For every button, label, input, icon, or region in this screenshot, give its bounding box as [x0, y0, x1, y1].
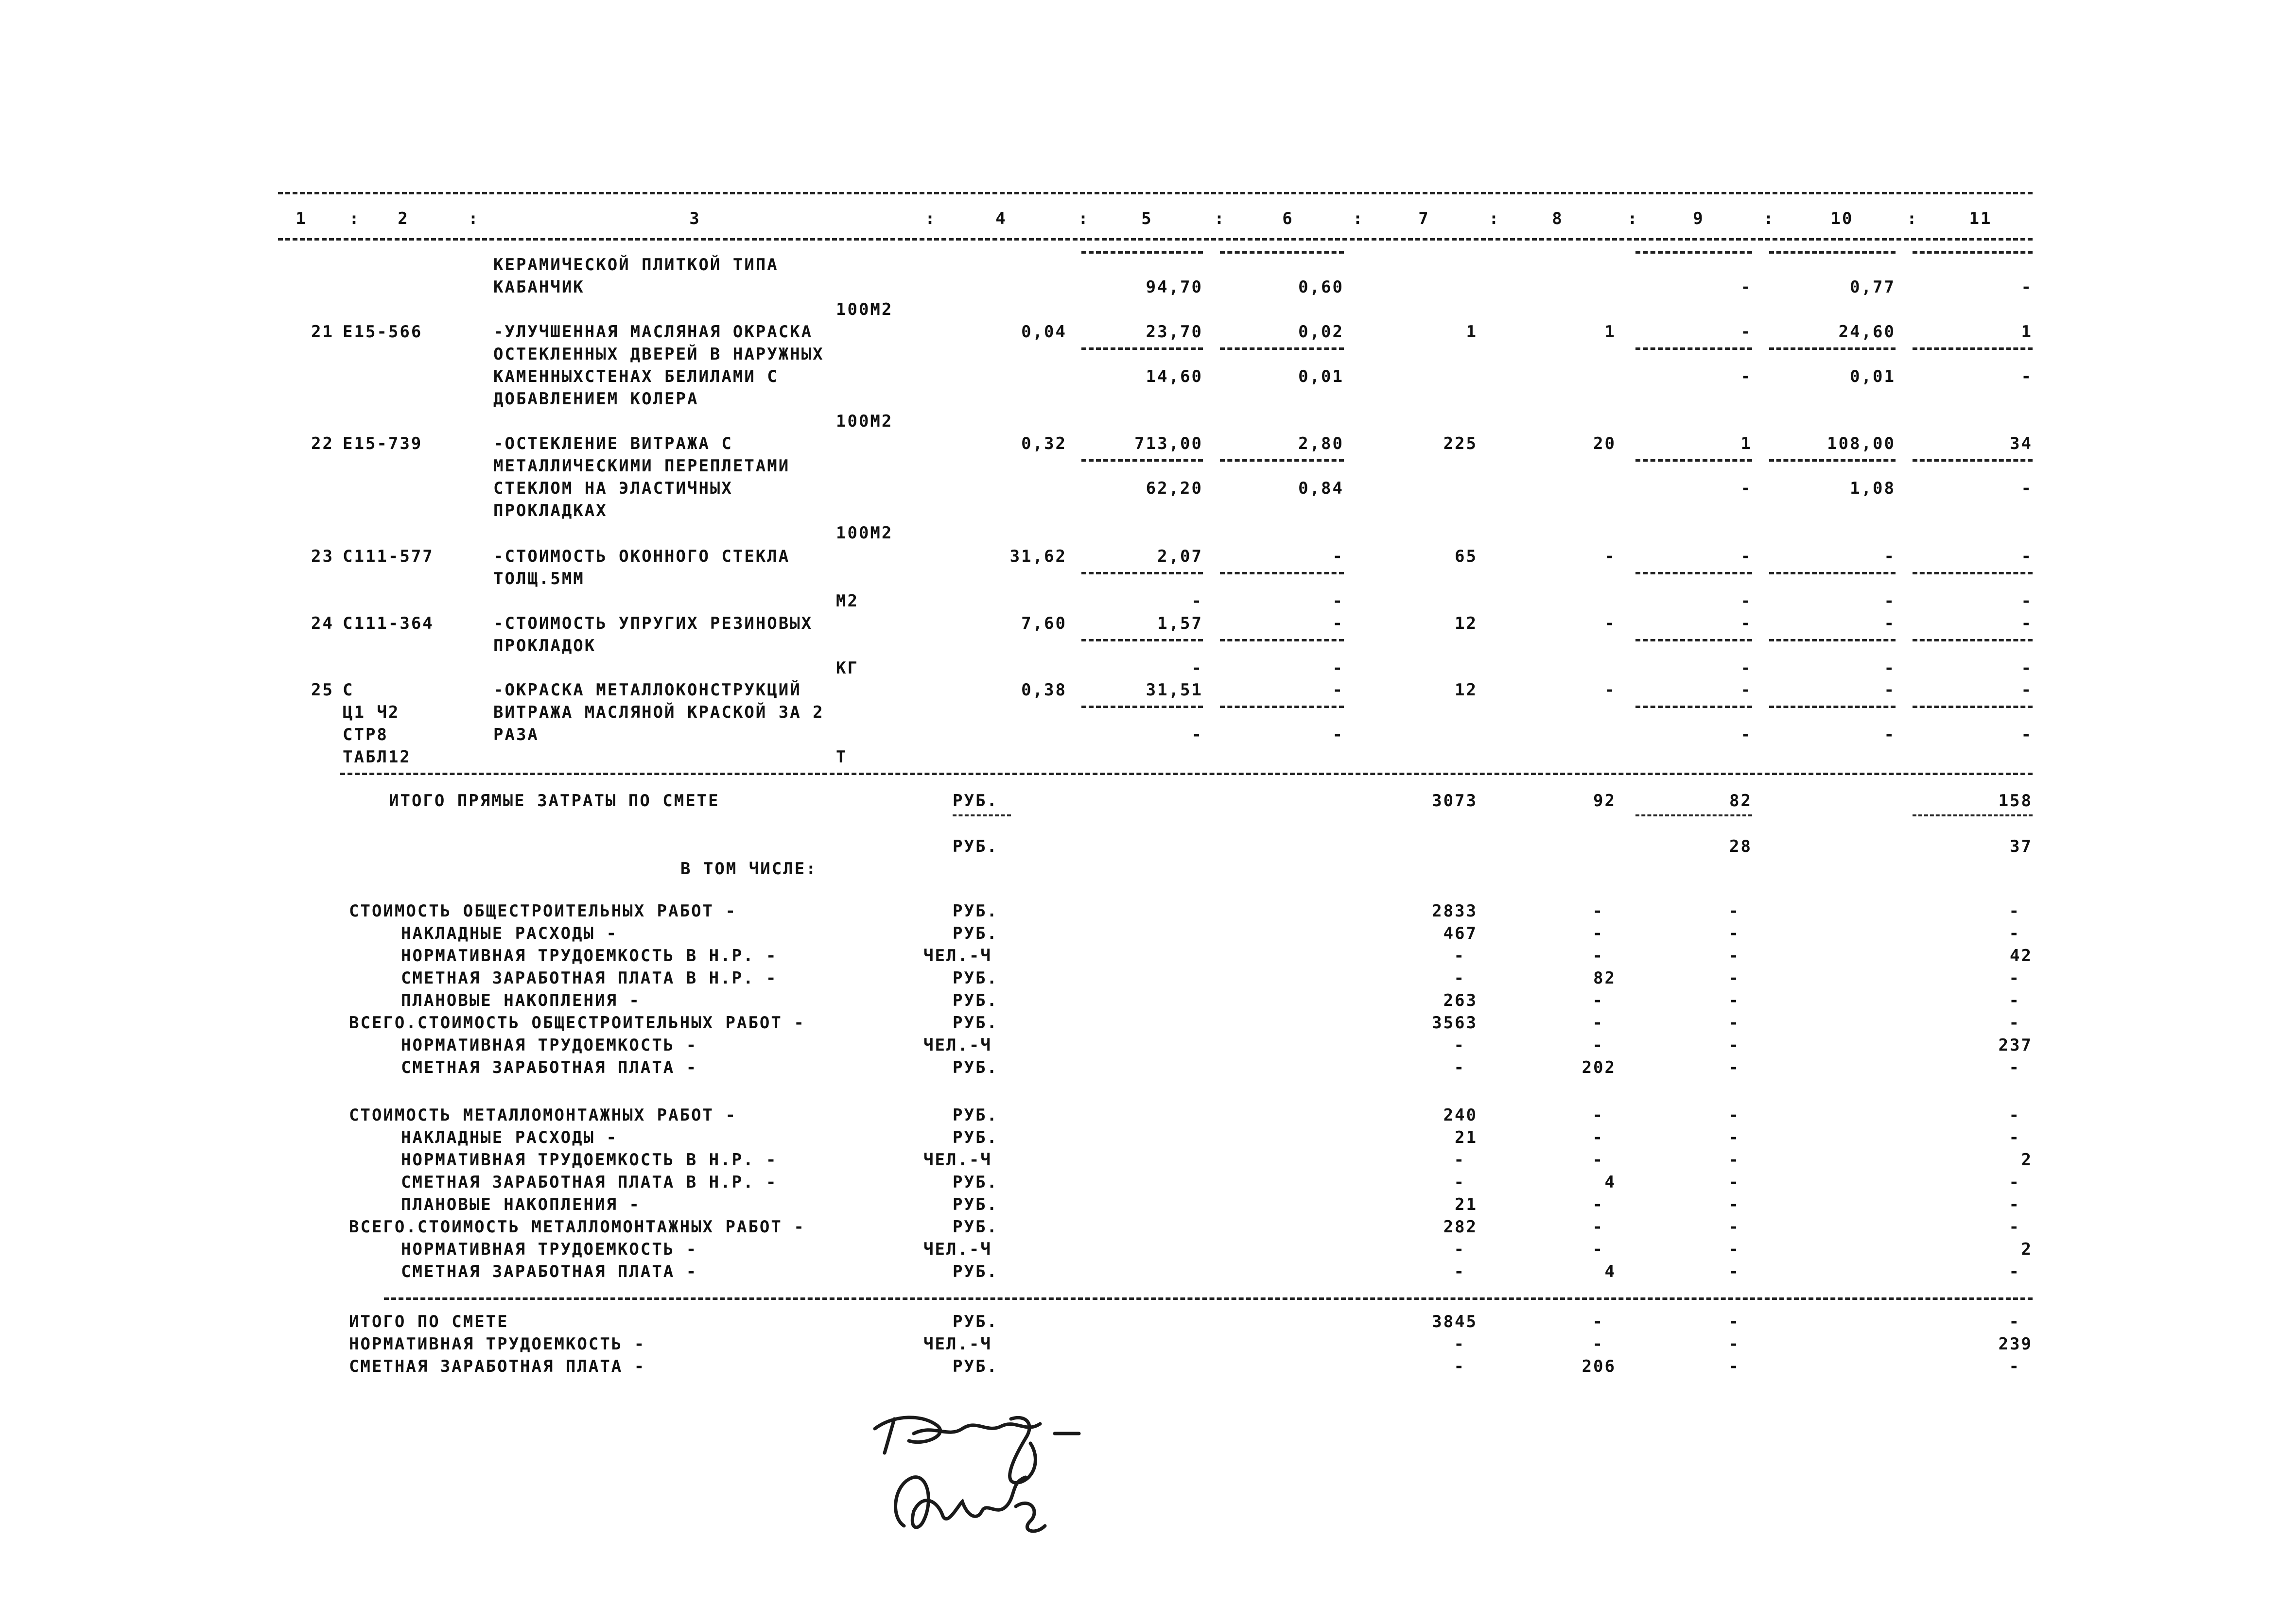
unit: РУБ. — [953, 1013, 998, 1033]
summary-value-c11: - — [2009, 991, 2020, 1010]
summary-value-c11: - — [2009, 1013, 2020, 1033]
value-c7: 225 — [1443, 434, 1478, 453]
value-c8: 20 — [1593, 434, 1616, 453]
column-divider: : — [1214, 209, 1226, 228]
summary-value-c7: - — [1454, 968, 1465, 988]
column-divider: : — [1353, 209, 1364, 228]
item-unit: 100М2 — [836, 412, 893, 431]
item-number: 23 — [311, 547, 334, 566]
summary-value-c8: - — [1592, 946, 1604, 966]
summary-value-c8: - — [1592, 1128, 1604, 1147]
value-c10-secondary: 0,77 — [1850, 277, 1896, 297]
value-c7: 65 — [1455, 547, 1478, 566]
value-c5-secondary: 14,60 — [1146, 367, 1203, 386]
summary-value-c7: - — [1454, 946, 1465, 966]
summary-label: НОРМАТИВНАЯ ТРУДОЕМКОСТЬ - — [401, 1240, 698, 1259]
cell-separator — [1635, 706, 1752, 708]
value-c11: 34 — [2010, 434, 2033, 453]
value-c6: - — [1332, 680, 1344, 700]
item-unit: М2 — [836, 591, 859, 611]
summary-value-c11: - — [2009, 968, 2020, 988]
unit: РУБ. — [953, 901, 998, 921]
value-c5-secondary: - — [1191, 591, 1203, 611]
value-c11-secondary: - — [2021, 725, 2033, 744]
value-c5: 713,00 — [1134, 434, 1203, 453]
value-c5-secondary: - — [1191, 658, 1203, 678]
cell-separator — [1220, 639, 1344, 641]
value-c10: - — [1884, 614, 1896, 633]
value-c5-secondary: 94,70 — [1146, 277, 1203, 297]
cell-separator — [1635, 572, 1752, 574]
summary-label: ВСЕГО.СТОИМОСТЬ МЕТАЛЛОМОНТАЖНЫХ РАБОТ - — [349, 1217, 805, 1237]
summary-value-c11: - — [2009, 924, 2020, 943]
summary-value-c7: - — [1454, 1262, 1465, 1281]
summary-value-c8: - — [1592, 901, 1604, 921]
item-number: 21 — [311, 322, 334, 342]
summary-value-c7: - — [1454, 1357, 1465, 1376]
summary-value-c8: - — [1592, 1334, 1604, 1354]
value-c4: 7,60 — [1021, 614, 1067, 633]
summary-value-c7: - — [1454, 1058, 1465, 1077]
unit: РУБ. — [953, 991, 998, 1010]
summary-value-c11: 239 — [1998, 1334, 2033, 1354]
item-description: ПРОКЛАДКАХ — [493, 501, 608, 520]
summary-value-c9: - — [1728, 1240, 1740, 1259]
summary-value-c9: - — [1728, 1013, 1740, 1033]
summary-value-c9: - — [1728, 1217, 1740, 1237]
unit: РУБ. — [953, 1173, 998, 1192]
summary-value-c7: 467 — [1443, 924, 1478, 943]
header-rule-bottom — [278, 238, 2033, 241]
value-c8: - — [1604, 547, 1616, 566]
cell-separator — [1769, 251, 1896, 254]
unit: РУБ. — [953, 1128, 998, 1147]
summary-value-c11: 2 — [2021, 1150, 2033, 1170]
summary-label: НОРМАТИВНАЯ ТРУДОЕМКОСТЬ - — [349, 1334, 646, 1354]
summary-value-c8: - — [1592, 991, 1604, 1010]
summary-value-c8: - — [1592, 1195, 1604, 1214]
value-c8: - — [1604, 680, 1616, 700]
summary-label: НОРМАТИВНАЯ ТРУДОЕМКОСТЬ - — [401, 1036, 698, 1055]
summary-value-c8: 4 — [1604, 1173, 1616, 1192]
summary-label: СМЕТНАЯ ЗАРАБОТНАЯ ПЛАТА В Н.Р. - — [401, 968, 778, 988]
value-c10: 24,60 — [1838, 322, 1896, 342]
summary-value-c11: - — [2009, 1128, 2020, 1147]
summary-value-c7: 2833 — [1432, 901, 1478, 921]
summary-value-c11: 237 — [1998, 1036, 2033, 1055]
final-rule — [384, 1297, 2033, 1300]
value-c7: 12 — [1455, 614, 1478, 633]
value-c9-secondary: - — [1740, 725, 1752, 744]
value-c9: - — [1740, 547, 1752, 566]
summary-value-c9: - — [1728, 1262, 1740, 1281]
column-divider: : — [1763, 209, 1775, 228]
summary-value-c8: - — [1592, 1217, 1604, 1237]
summary-value-c11: - — [2009, 1058, 2020, 1077]
item-description: ДОБАВЛЕНИЕМ КОЛЕРА — [493, 389, 699, 409]
summary-value-c11: - — [2009, 1262, 2020, 1281]
summary-value-c9: - — [1728, 1357, 1740, 1376]
unit: РУБ. — [953, 1357, 998, 1376]
value-c11: 1 — [2021, 322, 2033, 342]
unit: ЧЕЛ.-Ч — [923, 1334, 992, 1354]
item-description: ОСТЕКЛЕННЫХ ДВЕРЕЙ В НАРУЖНЫХ — [493, 345, 824, 364]
item-description: ВИТРАЖА МАСЛЯНОЙ КРАСКОЙ ЗА 2 — [493, 703, 824, 722]
summary-value-c7: - — [1454, 1240, 1465, 1259]
cell-separator — [1081, 251, 1203, 254]
value-c5: 2,07 — [1157, 547, 1203, 566]
summary-label: ПЛАНОВЫЕ НАКОПЛЕНИЯ - — [401, 1195, 641, 1214]
totals-rule — [340, 773, 2033, 775]
item-description: РАЗА — [493, 725, 539, 744]
summary-label: НАКЛАДНЫЕ РАСХОДЫ - — [401, 924, 618, 943]
summary-value-c7: 240 — [1443, 1106, 1478, 1125]
summary-value-c9: - — [1728, 1173, 1740, 1192]
cell-separator — [1635, 347, 1752, 350]
direct-value-c7: 3073 — [1432, 791, 1478, 811]
summary-label: ВСЕГО.СТОИМОСТЬ ОБЩЕСТРОИТЕЛЬНЫХ РАБОТ - — [349, 1013, 805, 1033]
header-rule-top — [278, 192, 2033, 194]
cell-separator — [953, 814, 1011, 816]
summary-value-c7: 21 — [1455, 1195, 1478, 1214]
value-c5: 31,51 — [1146, 680, 1203, 700]
cell-separator — [1769, 459, 1896, 462]
summary-label: НОРМАТИВНАЯ ТРУДОЕМКОСТЬ В Н.Р. - — [401, 946, 778, 966]
value-c10: - — [1884, 547, 1896, 566]
column-divider: : — [1078, 209, 1090, 228]
summary-value-c7: - — [1454, 1036, 1465, 1055]
value-c4: 0,38 — [1021, 680, 1067, 700]
cell-separator — [1220, 572, 1344, 574]
value-c9: - — [1740, 322, 1752, 342]
direct-value-c8: 92 — [1593, 791, 1616, 811]
cell-separator — [1081, 639, 1203, 641]
summary-label: НОРМАТИВНАЯ ТРУДОЕМКОСТЬ В Н.Р. - — [401, 1150, 778, 1170]
summary-value-c9: - — [1728, 924, 1740, 943]
summary-value-c8: - — [1592, 1036, 1604, 1055]
value-c7: 12 — [1455, 680, 1478, 700]
value-c9: 1 — [1740, 434, 1752, 453]
item-description: -СТОИМОСТЬ ОКОННОГО СТЕКЛА — [493, 547, 790, 566]
summary-value-c9: - — [1728, 991, 1740, 1010]
column-divider: : — [468, 209, 480, 228]
item-number: 25 — [311, 680, 334, 700]
summary-value-c8: - — [1592, 924, 1604, 943]
value-c6: - — [1332, 614, 1344, 633]
summary-label: СМЕТНАЯ ЗАРАБОТНАЯ ПЛАТА - — [349, 1357, 646, 1376]
value-c6-secondary: 0,60 — [1298, 277, 1344, 297]
item-description: -УЛУЧШЕННАЯ МАСЛЯНАЯ ОКРАСКА — [493, 322, 813, 342]
item-description: -СТОИМОСТЬ УПРУГИХ РЕЗИНОВЫХ — [493, 614, 813, 633]
summary-value-c9: - — [1728, 968, 1740, 988]
cell-separator — [1913, 706, 2033, 708]
value-c11: - — [2021, 547, 2033, 566]
value-c8: 1 — [1604, 322, 1616, 342]
summary-value-c8: - — [1592, 1150, 1604, 1170]
summary-label: ИТОГО ПО СМЕТЕ — [349, 1312, 509, 1331]
value-c6-secondary: - — [1332, 725, 1344, 744]
summary-value-c8: 206 — [1582, 1357, 1616, 1376]
cell-separator — [1913, 251, 2033, 254]
item-description: КАБАНЧИК — [493, 277, 585, 297]
item-code: ТАБЛ12 — [343, 747, 411, 767]
cell-separator — [1913, 459, 2033, 462]
column-number: 4 — [995, 209, 1007, 228]
cell-separator — [1635, 639, 1752, 641]
cell-separator — [1913, 572, 2033, 574]
summary-value-c8: - — [1592, 1106, 1604, 1125]
unit: ЧЕЛ.-Ч — [923, 1240, 992, 1259]
unit: ЧЕЛ.-Ч — [923, 946, 992, 966]
value-c11-secondary: - — [2021, 367, 2033, 386]
summary-value-c8: - — [1592, 1312, 1604, 1331]
column-divider: : — [349, 209, 361, 228]
value-c9-secondary: - — [1740, 367, 1752, 386]
value-c4: 0,04 — [1021, 322, 1067, 342]
summary-value-c7: 21 — [1455, 1128, 1478, 1147]
value-c9-secondary: - — [1740, 277, 1752, 297]
summary-value-c11: - — [2009, 1357, 2020, 1376]
unit: РУБ. — [953, 791, 998, 811]
value-c6-secondary: - — [1332, 658, 1344, 678]
unit: ЧЕЛ.-Ч — [923, 1036, 992, 1055]
summary-value-c9: - — [1728, 1195, 1740, 1214]
unit: РУБ. — [953, 1262, 998, 1281]
cell-separator — [1769, 706, 1896, 708]
including-label: В ТОМ ЧИСЛЕ: — [680, 859, 818, 879]
item-description: КЕРАМИЧЕСКОЙ ПЛИТКОЙ ТИПА — [493, 255, 779, 275]
summary-value-c11: - — [2009, 1173, 2020, 1192]
summary-value-c7: - — [1454, 1173, 1465, 1192]
summary-value-c7: 3563 — [1432, 1013, 1478, 1033]
unit: ЧЕЛ.-Ч — [923, 1150, 992, 1170]
direct-costs-label: ИТОГО ПРЯМЫЕ ЗАТРАТЫ ПО СМЕТЕ — [389, 791, 720, 811]
value-c6-secondary: - — [1332, 591, 1344, 611]
value-c10: - — [1884, 680, 1896, 700]
cell-separator — [1769, 572, 1896, 574]
cell-separator — [1635, 459, 1752, 462]
cell-separator — [1081, 706, 1203, 708]
item-code: С111-364 — [343, 614, 434, 633]
summary-label: СТОИМОСТЬ ОБЩЕСТРОИТЕЛЬНЫХ РАБОТ - — [349, 901, 737, 921]
summary-value-c9: - — [1728, 946, 1740, 966]
value-c11-secondary: - — [2021, 277, 2033, 297]
item-code: С — [343, 680, 354, 700]
summary-value-c11: 2 — [2021, 1240, 2033, 1259]
cell-separator — [1635, 814, 1752, 816]
item-code: СТР8 — [343, 725, 388, 744]
value-c6: 2,80 — [1298, 434, 1344, 453]
value-c10-secondary: 1,08 — [1850, 479, 1896, 498]
value-c6: 0,02 — [1298, 322, 1344, 342]
summary-value-c8: 82 — [1593, 968, 1616, 988]
direct-value-c9-secondary: 28 — [1729, 837, 1752, 856]
value-c10-secondary: - — [1884, 725, 1896, 744]
item-unit: КГ — [836, 658, 859, 678]
direct-value-c11-secondary: 37 — [2010, 837, 2033, 856]
summary-value-c11: 42 — [2010, 946, 2033, 966]
unit: РУБ. — [953, 1217, 998, 1237]
column-number: 10 — [1830, 209, 1854, 228]
summary-value-c7: 282 — [1443, 1217, 1478, 1237]
cell-separator — [1769, 639, 1896, 641]
value-c5-secondary: - — [1191, 725, 1203, 744]
item-unit: Т — [836, 747, 848, 767]
cell-separator — [1081, 459, 1203, 462]
summary-value-c11: - — [2009, 1312, 2020, 1331]
item-description: -ОСТЕКЛЕНИЕ ВИТРАЖА С — [493, 434, 733, 453]
cell-separator — [1913, 814, 2033, 816]
cell-separator — [1769, 347, 1896, 350]
item-description: МЕТАЛЛИЧЕСКИМИ ПЕРЕПЛЕТАМИ — [493, 456, 790, 476]
summary-value-c9: - — [1728, 1036, 1740, 1055]
unit: РУБ. — [953, 1195, 998, 1214]
direct-value-c11: 158 — [1998, 791, 2033, 811]
item-unit: 100М2 — [836, 523, 893, 543]
value-c10-secondary: - — [1884, 591, 1896, 611]
summary-value-c9: - — [1728, 1106, 1740, 1125]
item-description: ТОЛЩ.5ММ — [493, 569, 585, 588]
value-c6-secondary: 0,01 — [1298, 367, 1344, 386]
value-c10-secondary: - — [1884, 658, 1896, 678]
column-number: 9 — [1693, 209, 1705, 228]
column-number: 3 — [689, 209, 701, 228]
unit: РУБ. — [953, 1106, 998, 1125]
item-description: СТЕКЛОМ НА ЭЛАСТИЧНЫХ — [493, 479, 733, 498]
summary-value-c8: 4 — [1604, 1262, 1616, 1281]
cell-separator — [1913, 347, 2033, 350]
summary-label: СТОИМОСТЬ МЕТАЛЛОМОНТАЖНЫХ РАБОТ - — [349, 1106, 737, 1125]
column-divider: : — [925, 209, 937, 228]
summary-value-c11: - — [2009, 1195, 2020, 1214]
direct-value-c9: 82 — [1729, 791, 1752, 811]
item-description: КАМЕННЫХСТЕНАХ БЕЛИЛАМИ С — [493, 367, 779, 386]
summary-value-c9: - — [1728, 1128, 1740, 1147]
summary-value-c7: 3845 — [1432, 1312, 1478, 1331]
value-c11-secondary: - — [2021, 658, 2033, 678]
value-c11-secondary: - — [2021, 479, 2033, 498]
value-c9-secondary: - — [1740, 658, 1752, 678]
value-c6: - — [1332, 547, 1344, 566]
column-divider: : — [1907, 209, 1918, 228]
summary-value-c8: - — [1592, 1240, 1604, 1259]
value-c9-secondary: - — [1740, 591, 1752, 611]
summary-label: СМЕТНАЯ ЗАРАБОТНАЯ ПЛАТА В Н.Р. - — [401, 1173, 778, 1192]
summary-value-c11: - — [2009, 901, 2020, 921]
unit: РУБ. — [953, 837, 998, 856]
cell-separator — [1913, 639, 2033, 641]
item-unit: 100М2 — [836, 300, 893, 319]
summary-value-c9: - — [1728, 901, 1740, 921]
cell-separator — [1220, 251, 1344, 254]
column-number: 11 — [1969, 209, 1992, 228]
cell-separator — [1081, 572, 1203, 574]
summary-value-c9: - — [1728, 1058, 1740, 1077]
value-c10: 108,00 — [1827, 434, 1896, 453]
unit: РУБ. — [953, 1058, 998, 1077]
summary-value-c9: - — [1728, 1334, 1740, 1354]
item-number: 22 — [311, 434, 334, 453]
column-number: 1 — [296, 209, 307, 228]
summary-value-c8: - — [1592, 1013, 1604, 1033]
column-divider: : — [1627, 209, 1639, 228]
column-number: 7 — [1418, 209, 1430, 228]
item-code: С111-577 — [343, 547, 434, 566]
item-code: Е15-739 — [343, 434, 423, 453]
value-c4: 31,62 — [1009, 547, 1067, 566]
column-number: 6 — [1282, 209, 1294, 228]
summary-value-c9: - — [1728, 1312, 1740, 1331]
summary-label: ПЛАНОВЫЕ НАКОПЛЕНИЯ - — [401, 991, 641, 1010]
unit: РУБ. — [953, 968, 998, 988]
signature-checked — [885, 1463, 1060, 1545]
value-c9: - — [1740, 680, 1752, 700]
value-c10-secondary: 0,01 — [1850, 367, 1896, 386]
value-c9-secondary: - — [1740, 479, 1752, 498]
item-description: ПРОКЛАДОК — [493, 636, 596, 656]
item-number: 24 — [311, 614, 334, 633]
summary-value-c9: - — [1728, 1150, 1740, 1170]
column-number: 2 — [398, 209, 409, 228]
column-divider: : — [1489, 209, 1500, 228]
item-code: Ц1 Ч2 — [343, 703, 400, 722]
cell-separator — [1635, 251, 1752, 254]
value-c11: - — [2021, 614, 2033, 633]
summary-label: СМЕТНАЯ ЗАРАБОТНАЯ ПЛАТА - — [401, 1262, 698, 1281]
value-c5-secondary: 62,20 — [1146, 479, 1203, 498]
value-c8: - — [1604, 614, 1616, 633]
summary-value-c11: - — [2009, 1217, 2020, 1237]
column-number: 8 — [1552, 209, 1564, 228]
value-c11: - — [2021, 680, 2033, 700]
value-c6-secondary: 0,84 — [1298, 479, 1344, 498]
value-c9: - — [1740, 614, 1752, 633]
value-c5: 23,70 — [1146, 322, 1203, 342]
value-c11-secondary: - — [2021, 591, 2033, 611]
cell-separator — [1081, 347, 1203, 350]
value-c5: 1,57 — [1157, 614, 1203, 633]
column-number: 5 — [1141, 209, 1153, 228]
unit: РУБ. — [953, 1312, 998, 1331]
unit: РУБ. — [953, 924, 998, 943]
summary-value-c8: 202 — [1582, 1058, 1616, 1077]
summary-value-c11: - — [2009, 1106, 2020, 1125]
summary-label: НАКЛАДНЫЕ РАСХОДЫ - — [401, 1128, 618, 1147]
cell-separator — [1220, 459, 1344, 462]
summary-value-c7: - — [1454, 1334, 1465, 1354]
item-description: -ОКРАСКА МЕТАЛЛОКОНСТРУКЦИЙ — [493, 680, 801, 700]
cell-separator — [1220, 347, 1344, 350]
cell-separator — [1220, 706, 1344, 708]
summary-value-c7: 263 — [1443, 991, 1478, 1010]
summary-label: СМЕТНАЯ ЗАРАБОТНАЯ ПЛАТА - — [401, 1058, 698, 1077]
value-c4: 0,32 — [1021, 434, 1067, 453]
summary-value-c7: - — [1454, 1150, 1465, 1170]
item-code: Е15-566 — [343, 322, 423, 342]
value-c7: 1 — [1466, 322, 1478, 342]
